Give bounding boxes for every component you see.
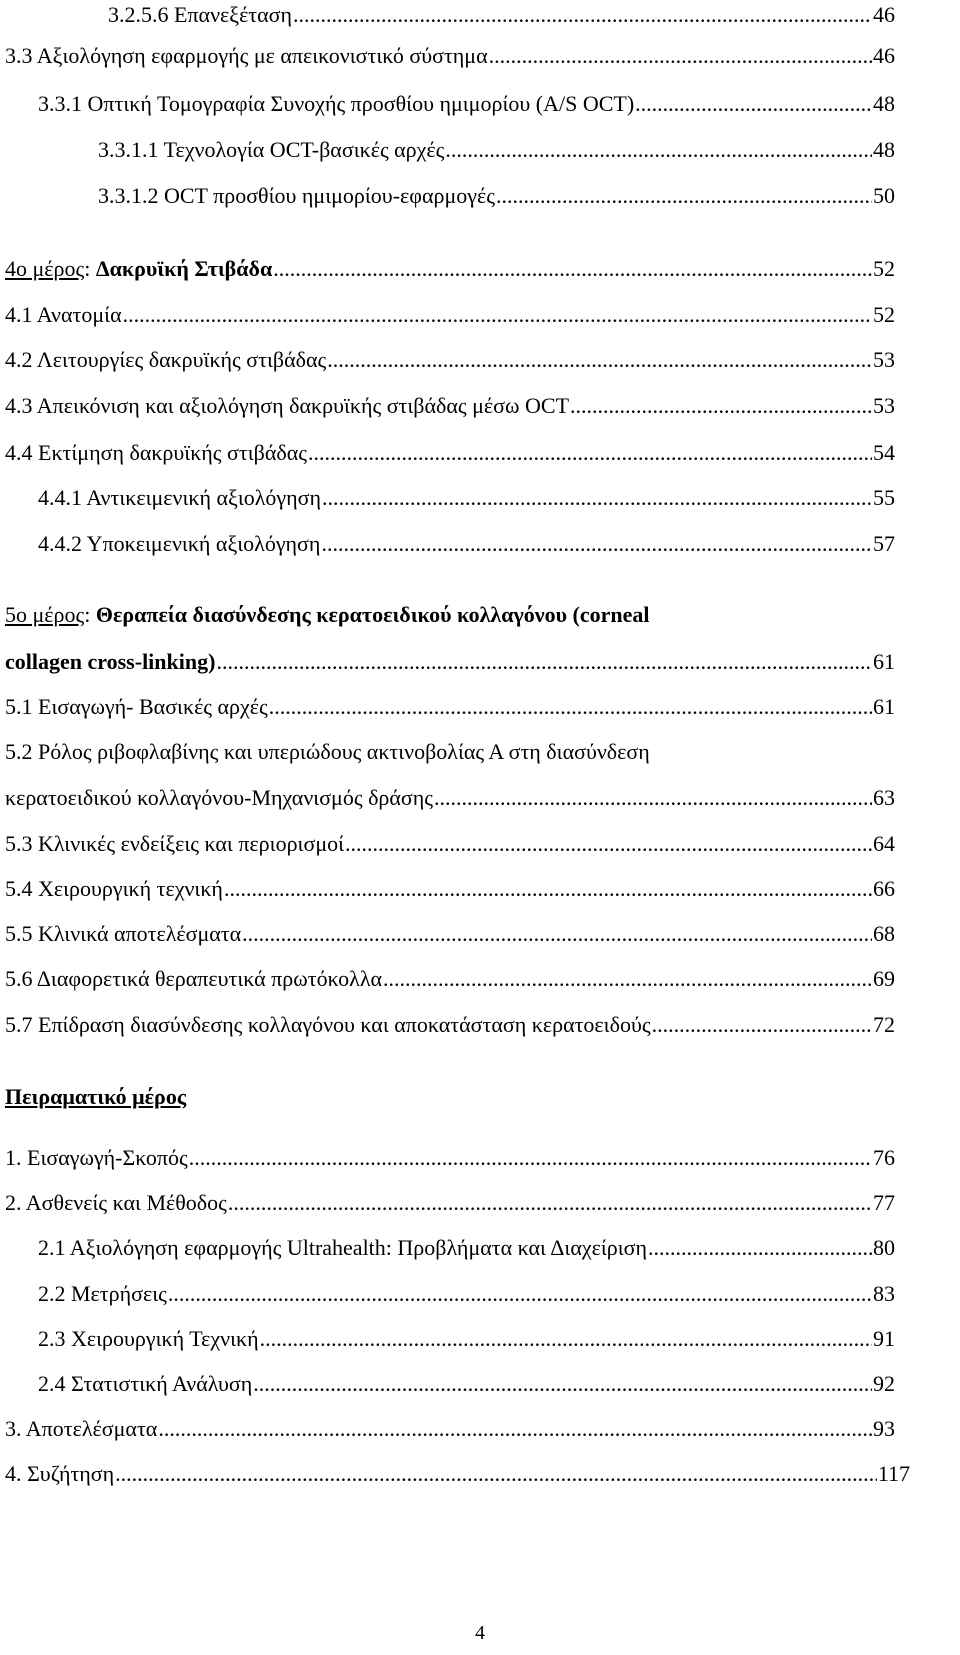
dot-leader: [260, 1324, 872, 1354]
part-prefix: 4ο μέρος: [5, 256, 85, 281]
toc-entry-page: 54: [873, 440, 895, 465]
toc-entry[interactable]: [5, 1459, 910, 1489]
toc-entry-page: 64: [873, 831, 895, 856]
toc-entry-page: 69: [873, 966, 895, 991]
toc-entry[interactable]: [98, 181, 895, 211]
dot-leader: [496, 181, 872, 211]
toc-entry[interactable]: [5, 783, 895, 813]
toc-entry[interactable]: [5, 1143, 895, 1173]
toc-entry-label: 4.1 Ανατομία: [5, 302, 122, 327]
toc-entry[interactable]: [5, 1188, 895, 1218]
toc-entry-label: 2.3 Χειρουργική Τεχνική: [38, 1326, 259, 1351]
toc-entry-label: 4.4.2 Υποκειμενική αξιολόγηση: [38, 531, 321, 556]
toc-entry-page: 80: [873, 1235, 895, 1260]
dot-leader: [168, 1279, 872, 1309]
dot-leader: [327, 345, 872, 375]
toc-entry-page: 66: [873, 876, 895, 901]
dot-leader: [648, 1233, 872, 1263]
toc-entry-label-line1[interactable]: 5.2 Ρόλος ριβοφλαβίνης και υπεριώδους ακτινοβολίας Α στη διασύνδεση: [5, 739, 650, 764]
dot-leader: [434, 783, 872, 813]
toc-entry[interactable]: [5, 692, 895, 722]
toc-entry-label: 5.3 Κλινικές ενδείξεις και περιορισμοί: [5, 831, 345, 856]
toc-entry-page: 46: [873, 43, 895, 68]
dot-leader: [445, 135, 872, 165]
part-title: Δακρυϊκή Στιβάδα: [95, 256, 273, 281]
dot-leader: [123, 300, 872, 330]
dot-leader: [228, 1188, 872, 1218]
toc-entry-page: 61: [873, 649, 895, 674]
part-title-continuation: collagen cross-linking): [5, 649, 216, 674]
toc-entry-page: 52: [873, 302, 895, 327]
toc-entry-label: 3.3.1 Οπτική Τομογραφία Συνοχής προσθίου ημιμορίου (A/S OCT): [38, 91, 635, 116]
dot-leader: [189, 1143, 872, 1173]
toc-entry[interactable]: [38, 1279, 895, 1309]
toc-entry[interactable]: [5, 391, 895, 421]
dot-leader: [322, 483, 872, 513]
part-colon: :: [84, 256, 96, 281]
toc-entry[interactable]: [5, 829, 895, 859]
toc-entry-label: κερατοειδικού κολλαγόνου-Μηχανισμός δράσης: [5, 785, 434, 810]
toc-entry-label: 1. Εισαγωγή-Σκοπός: [5, 1145, 188, 1170]
toc-entry-page: 91: [873, 1326, 895, 1351]
dot-leader: [269, 692, 872, 722]
toc-entry-page: 92: [873, 1371, 895, 1396]
toc-entry[interactable]: [5, 41, 895, 71]
toc-entry-label: 4.3 Απεικόνιση και αξιολόγηση δακρυϊκής στιβάδας μέσω OCT: [5, 393, 570, 418]
toc-entry[interactable]: [38, 1233, 895, 1263]
dot-leader: [253, 1369, 872, 1399]
toc-entry-page: 57: [873, 531, 895, 556]
part-prefix: 5ο μέρος: [5, 602, 85, 627]
toc-entry-label: 3.3.1.2 OCT προσθίου ημιμορίου-εφαρμογές: [98, 183, 495, 208]
toc-entry-label: 2.1 Αξιολόγηση εφαρμογής Ultrahealth: Προβλήματα και Διαχείριση: [38, 1235, 648, 1260]
dot-leader: [216, 647, 872, 677]
toc-entry[interactable]: [38, 1324, 895, 1354]
dot-leader: [570, 391, 872, 421]
toc-entry-label: 3.2.5.6 Επανεξέταση: [108, 2, 293, 27]
toc-entry-page: 48: [873, 137, 895, 162]
toc-entry[interactable]: [5, 300, 895, 330]
toc-entry-page: 72: [873, 1012, 895, 1037]
toc-entry-page: 55: [873, 485, 895, 510]
toc-entry-label: 4.4 Εκτίμηση δακρυϊκής στιβάδας: [5, 440, 307, 465]
toc-entry-label: 4.2 Λειτουργίες δακρυϊκής στιβάδας: [5, 347, 327, 372]
toc-entry[interactable]: [5, 345, 895, 375]
toc-entry-label: 5.5 Κλινικά αποτελέσματα: [5, 921, 242, 946]
dot-leader: [242, 919, 872, 949]
toc-entry-page: 68: [873, 921, 895, 946]
toc-entry[interactable]: [98, 135, 895, 165]
toc-entry-page: 93: [873, 1416, 895, 1441]
experimental-part-title[interactable]: Πειραματικό μέρος: [5, 1084, 187, 1109]
dot-leader: [321, 529, 872, 559]
toc-entry[interactable]: [38, 1369, 895, 1399]
toc-entry-page: 46: [873, 2, 895, 27]
toc-entry-page: 61: [873, 694, 895, 719]
toc-entry-page: 77: [873, 1190, 895, 1215]
toc-entry-label: 5.4 Χειρουργική τεχνική: [5, 876, 223, 901]
toc-entry-page: 53: [873, 393, 895, 418]
dot-leader: [293, 0, 872, 30]
toc-entry-label: 5.7 Επίδραση διασύνδεσης κολλαγόνου και αποκατάσταση κερατοειδούς: [5, 1012, 651, 1037]
dot-leader: [652, 1010, 872, 1040]
toc-entry-page: 117: [877, 1461, 910, 1486]
toc-entry-label: 5.6 Διαφορετικά θεραπευτικά πρωτόκολλα: [5, 966, 383, 991]
toc-part-5-heading-line1[interactable]: [5, 600, 650, 630]
toc-entry-label: 4. Συζήτηση: [5, 1461, 115, 1486]
toc-entry-page: 63: [873, 785, 895, 810]
toc-entry[interactable]: [5, 438, 895, 468]
toc-entry-label: 3.3 Αξιολόγηση εφαρμογής με απεικονιστικό σύστημα: [5, 43, 488, 68]
toc-entry[interactable]: [5, 874, 895, 904]
toc-entry-label: 2.2 Μετρήσεις: [38, 1281, 167, 1306]
toc-entry-page: 53: [873, 347, 895, 372]
part-colon: :: [84, 602, 96, 627]
dot-leader: [635, 89, 872, 119]
dot-leader: [224, 874, 872, 904]
toc-entry[interactable]: [5, 919, 895, 949]
dot-leader: [489, 41, 872, 71]
dot-leader: [308, 438, 872, 468]
dot-leader: [345, 829, 872, 859]
dot-leader: [158, 1414, 872, 1444]
toc-entry[interactable]: [5, 1414, 895, 1444]
toc-entry-page: 48: [873, 91, 895, 116]
toc-entry-label: 5.1 Εισαγωγή- Βασικές αρχές: [5, 694, 268, 719]
toc-entry[interactable]: [38, 529, 895, 559]
toc-entry-label: 2. Ασθενείς και Μέθοδος: [5, 1190, 227, 1215]
part-title: Θεραπεία διασύνδεσης κερατοειδικού κολλαγόνου (corneal: [95, 602, 650, 627]
toc-entry[interactable]: [5, 964, 895, 994]
page-number: 4: [475, 1622, 485, 1644]
toc-entry[interactable]: [108, 0, 895, 30]
toc-entry-label: 4.4.1 Αντικειμενική αξιολόγηση: [38, 485, 321, 510]
toc-entry-page: 76: [873, 1145, 895, 1170]
toc-entry-label: 3. Αποτελέσματα: [5, 1416, 158, 1441]
dot-leader: [273, 254, 872, 284]
toc-entry-label: 3.3.1.1 Τεχνολογία OCT-βασικές αρχές: [98, 137, 445, 162]
toc-entry-label: 2.4 Στατιστική Ανάλυση: [38, 1371, 253, 1396]
toc-entry-page: 52: [873, 256, 895, 281]
toc-entry[interactable]: [38, 89, 895, 119]
toc-entry[interactable]: [38, 483, 895, 513]
dot-leader: [115, 1459, 877, 1489]
toc-entry-page: 50: [873, 183, 895, 208]
toc-part-5-heading-line2[interactable]: [5, 647, 895, 677]
toc-entry-page: 83: [873, 1281, 895, 1306]
toc-entry[interactable]: [5, 1010, 895, 1040]
toc-part-4-heading[interactable]: [5, 254, 895, 284]
dot-leader: [383, 964, 872, 994]
